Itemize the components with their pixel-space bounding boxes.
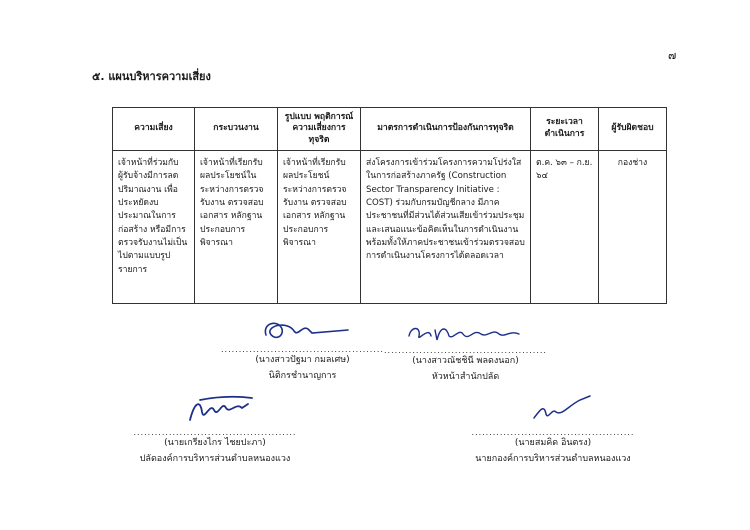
cell-duration: ต.ค. ๖๓ – ก.ย. ๖๔ bbox=[531, 151, 599, 304]
signer-name: (นายเกรียงไกร ไชยปะภา) bbox=[164, 438, 266, 448]
table-header-row bbox=[113, 108, 667, 151]
handwritten-signature bbox=[248, 315, 358, 343]
header-risk: ความเสี่ยง bbox=[113, 108, 195, 151]
header-responsible: ผู้รับผิดชอบ bbox=[599, 108, 667, 151]
signer-position: ปลัดองค์การบริหารส่วนตำบลหนองแวง bbox=[139, 453, 291, 464]
risk-management-table bbox=[112, 107, 667, 304]
signer-name: (นางสาวณัชชินี พลดงนอก) bbox=[412, 356, 519, 366]
section-title: ๕. แผนบริหารความเสี่ยง bbox=[92, 70, 211, 83]
signature-line: .............................................. bbox=[221, 345, 384, 353]
cell-pattern: เจ้าหน้าที่เรียกรับผลประโยชน์ระหว่างการตรวจรับงาน ตรวจสอบเอกสาร หลักฐานประกอบการพิจารณา bbox=[278, 151, 361, 304]
cell-measures: ส่งโครงการเข้าร่วมโครงการความโปร่งใสในการก่อสร้างภาครัฐ (Construction Sector Transparency Initiative : COST) ร่วมกับกรมบัญชีกลาง มีภาคประชาชนที่มีส่วนได้ส่วนเสียเข้าร่วมประชุมและเสนอแนะข้อคิดเห็นในการดำเนินงาน พร้อมทั้งให้ภาคประชาชนเข้าร่วมตรวจสอบการดำเนินงานโครงการได้ตลอดเวลา bbox=[361, 151, 531, 304]
handwritten-signature bbox=[498, 390, 608, 426]
cell-responsible: กองช่าง bbox=[599, 151, 667, 304]
signature-block-mayor bbox=[448, 390, 658, 468]
header-duration: ระยะเวลา ดำเนินการ bbox=[531, 108, 599, 151]
header-process: กระบวนงาน bbox=[195, 108, 278, 151]
signer-position: นายกองค์การบริหารส่วนตำบลหนองแวง bbox=[475, 453, 631, 464]
cell-risk: เจ้าหน้าที่ร่วมกับผู้รับจ้างมีการลดปริมาณงาน เพื่อประหยัดงบประมาณในการก่อสร้าง หรือมีการตรวจรับงานไม่เป็นไปตามแบบรูปรายการ bbox=[113, 151, 195, 304]
handwritten-signature bbox=[401, 320, 531, 344]
handwritten-signature bbox=[160, 390, 270, 426]
header-measures: มาตรการดำเนินการป้องกันการทุจริต bbox=[361, 108, 531, 151]
page-number: ๗ bbox=[668, 49, 677, 62]
signature-line: .............................................. bbox=[384, 346, 547, 354]
cell-process: เจ้าหน้าที่เรียกรับผลประโยชน์ในระหว่างการตรวจรับงาน ตรวจสอบเอกสาร หลักฐานประกอบการพิจารณา bbox=[195, 151, 278, 304]
signer-position: นิติกรชำนาญการ bbox=[268, 370, 337, 381]
header-pattern: รูปแบบ พฤติการณ์ ความเสี่ยงการทุจริต bbox=[278, 108, 361, 151]
signature-block-legal-officer bbox=[215, 315, 390, 385]
signer-position: หัวหน้าสำนักปลัด bbox=[431, 371, 500, 382]
signature-line: .............................................. bbox=[471, 428, 635, 436]
signature-line: .............................................. bbox=[133, 428, 297, 436]
signature-block-head-of-office bbox=[378, 320, 553, 386]
signature-block-chief-administrator bbox=[125, 390, 305, 468]
signer-name: (นางสาวปัฐมา กมลเศษ) bbox=[255, 355, 350, 365]
table-row bbox=[113, 151, 667, 304]
signer-name: (นายสมคิด อินตรง) bbox=[514, 438, 592, 448]
